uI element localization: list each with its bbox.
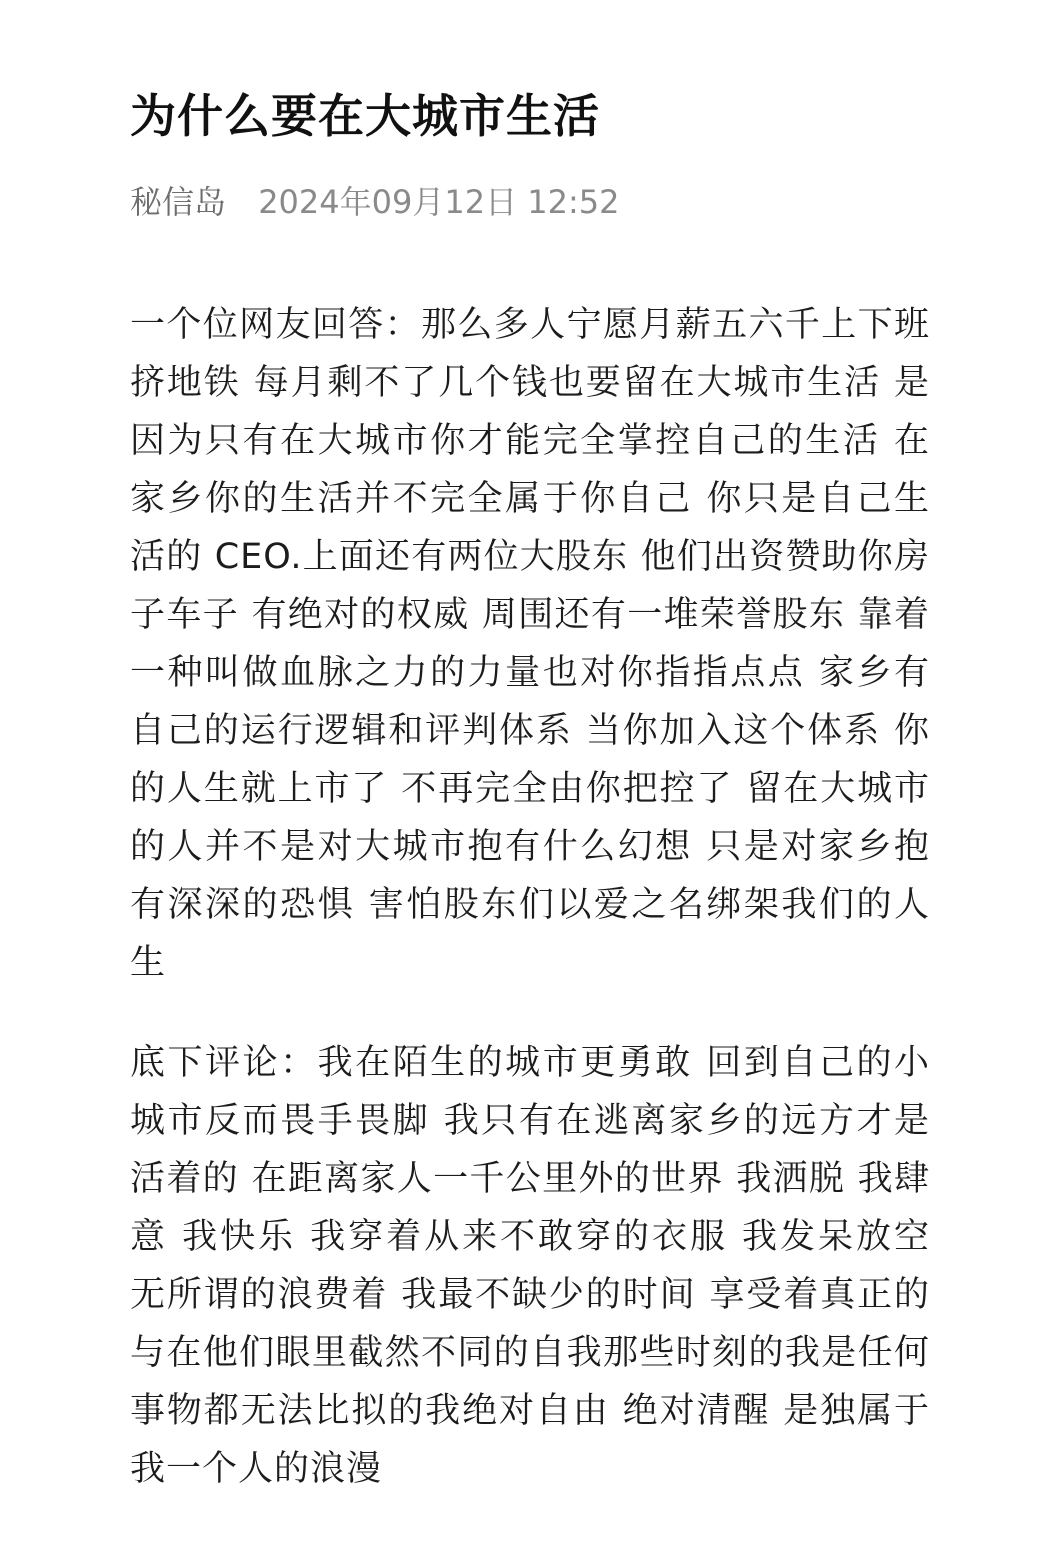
- publish-datetime: 2024年09月12日 12:52: [258, 183, 620, 221]
- article-paragraph-answer: 一个位网友回答：那么多人宁愿月薪五六千上下班挤地铁 每月剩不了几个钱也要留在大城市生活 是因为只有在大城市你才能完全掌控自己的生活 在家乡你的生活并不完全属于你自己 你只是自己生活的 CEO.上面还有两位大股东 他们出资赞助你房子车子 有绝对的权威 周围还有一堆荣誉股东 靠着一种叫做血脉之力的力量也对你指指点点 家乡有自己的运行逻辑和评判体系 当你加入这个体系 你的人生就上市了 不再完全由你把控了 留在大城市的人并不是对大城市抱有什么幻想 只是对家乡抱有深深的恐惧 害怕股东们以爱之名绑架我们的人生: [130, 305, 930, 983]
- article-meta: [130, 178, 619, 226]
- author-name[interactable]: 秘信岛: [130, 183, 227, 221]
- article-title: 为什么要在大城市生活: [130, 89, 600, 143]
- article-paragraph-comment: 底下评论：我在陌生的城市更勇敢 回到自己的小城市反而畏手畏脚 我只有在逃离家乡的远方才是活着的 在距离家人一千公里外的世界 我洒脱 我肆意 我快乐 我穿着从来不敢穿的衣服 我发呆放空 无所谓的浪费着 我最不缺少的时间 享受着真正的与在他们眼里截然不同的自我那些时刻的我是任何事物都无法比拟的我绝对自由 绝对清醒 是独属于我一个人的浪漫: [130, 1043, 930, 1489]
